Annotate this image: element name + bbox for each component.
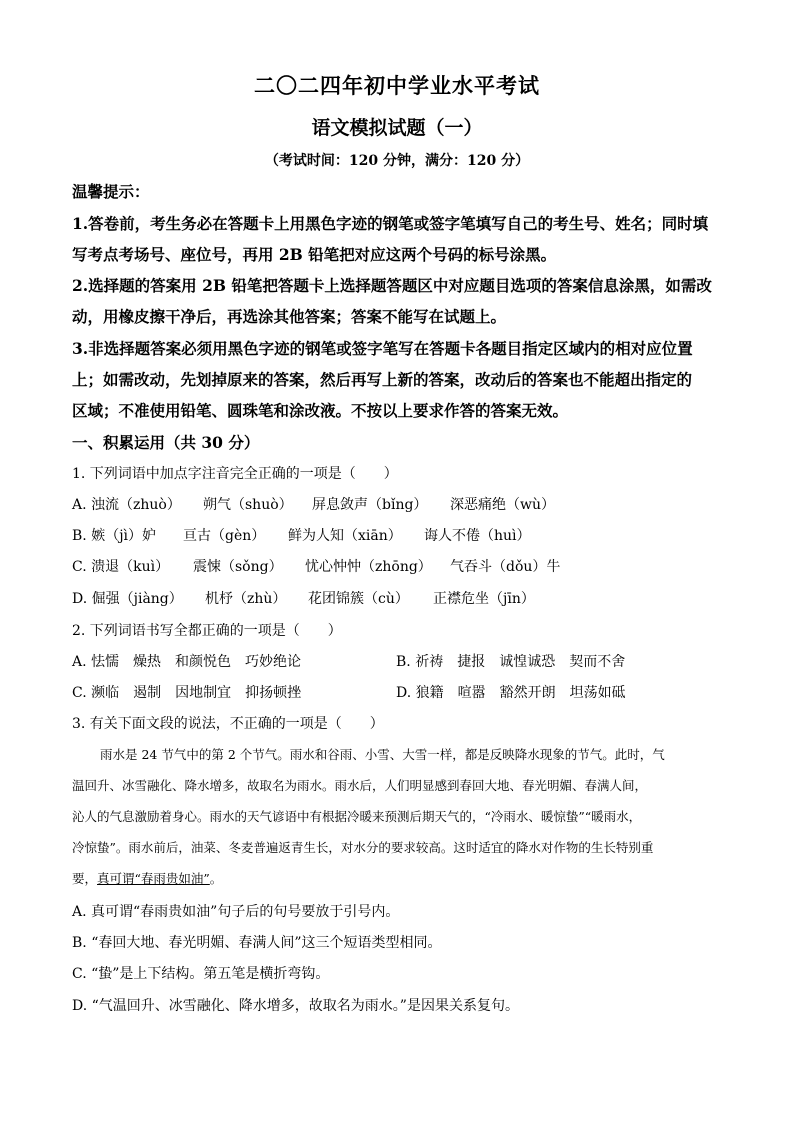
q3-option-d: D. “气温回升、冰雪融化、降水增多，故取名为雨水。”是因果关系复句。 bbox=[72, 998, 519, 1014]
tip-line: 上；如需改动，先划掉原来的答案，然后再写上新的答案，改动后的答案也不能超出指定的 bbox=[72, 370, 693, 389]
tip-line: 1.答卷前，考生务必在答题卡上用黑色字迹的钢笔或签字笔填写自己的考生号、姓名；同时填 bbox=[72, 214, 709, 233]
q1-option-d-3: 花团锦簇（cù） bbox=[308, 591, 409, 607]
question-3-stem: 3. 有关下面文段的说法，不正确的一项是（ ） bbox=[72, 716, 384, 732]
q1-option-c-2: 震悚（sǒng） bbox=[193, 559, 283, 575]
tip-line: 动，用橡皮擦干净后，再选涂其他答案；答案不能写在试题上。 bbox=[72, 307, 507, 326]
q3-option-a: A. 真可谓“春雨贵如油”句子后的句号要放于引号内。 bbox=[72, 904, 400, 920]
section-heading: 一、积累运用（共 30 分） bbox=[72, 433, 260, 452]
q1-option-a-4: 深恶痛绝（wù） bbox=[450, 497, 555, 513]
q1-option-b-3: 鲜为人知（xiān） bbox=[288, 528, 402, 544]
q2-option-d: D. 狼籍 喧嚣 豁然开朗 坦荡如砥 bbox=[396, 685, 626, 701]
exam-title: 二〇二四年初中学业水平考试 bbox=[254, 73, 540, 98]
passage-line: 雨水是 24 节气中的第 2 个节气。雨水和谷雨、小雪、大雪一样，都是反映降水现象的节气。此时，气 bbox=[100, 747, 665, 762]
passage-line: 温回升、冰雪融化、降水增多，故取名为雨水。雨水后，人们明显感到春回大地、春光明媚、春满人间， bbox=[72, 778, 648, 793]
passage-line-last bbox=[72, 869, 222, 887]
tip-line: 区域；不准使用铅笔、圆珠笔和涂改液。不按以上要求作答的答案无效。 bbox=[72, 401, 569, 420]
exam-info: （考试时间：120 分钟，满分：120 分） bbox=[264, 153, 530, 169]
q2-option-b: B. 祈祷 捷报 诚惶诚恐 契而不舍 bbox=[396, 654, 626, 670]
tip-line: 写考点考场号、座位号，再用 2B 铅笔把对应这两个号码的标号涂黑。 bbox=[72, 245, 557, 264]
passage-line: 沁人的气息激励着身心。雨水的天气谚语中有根据冷暖来预测后期天气的，“冷雨水、暖惊蛰”“暖雨水， bbox=[72, 809, 642, 824]
q2-option-c: C. 濒临 遏制 因地制宜 抑扬顿挫 bbox=[72, 685, 302, 701]
passage-text: 要， bbox=[72, 871, 98, 886]
exam-subtitle: 语文模拟试题（一） bbox=[311, 117, 483, 139]
q1-option-a-2: 朔气（shuò） bbox=[203, 497, 293, 513]
tip-line: 2.选择题的答案用 2B 铅笔把答题卡上选择题答题区中对应题目选项的答案信息涂黑，如需改 bbox=[72, 276, 712, 295]
question-1-stem: 1. 下列词语中加点字注音完全正确的一项是（ ） bbox=[72, 466, 398, 482]
underlined-phrase: 真可谓“春雨贵如油” bbox=[97, 871, 210, 886]
q1-option-c-1: C. 溃退（kuì） bbox=[72, 559, 170, 575]
q1-option-b-4: 诲人不倦（huì） bbox=[424, 528, 531, 544]
passage-line: 冷惊蛰”。雨水前后，油菜、冬麦普遍返青生长，对水分的要求较高。这时适宜的降水对作物的生长特别重 bbox=[72, 840, 654, 855]
q1-option-d-1: D. 倔强（jiàng） bbox=[72, 591, 183, 607]
q1-option-b-1: B. 嫉（jì）妒 bbox=[72, 528, 157, 544]
q3-option-c: C. “蛰”是上下结构。第五笔是横折弯钩。 bbox=[72, 966, 330, 982]
q1-option-a-3: 屏息敛声（bǐng） bbox=[312, 497, 428, 513]
q1-option-b-2: 亘古（gèn） bbox=[183, 528, 266, 544]
question-2-stem: 2. 下列词语书写全都正确的一项是（ ） bbox=[72, 623, 342, 639]
q1-option-c-3: 忧心忡忡（zhōng） bbox=[305, 559, 432, 575]
q1-option-c-4: 气吞斗（dǒu）牛 bbox=[450, 559, 561, 575]
q1-option-a-1: A. 浊流（zhuò） bbox=[72, 497, 181, 513]
q2-option-a: A. 怯懦 燥热 和颜悦色 巧妙绝论 bbox=[72, 654, 302, 670]
q3-option-b: B. “春回大地、春光明媚、春满人间”这三个短语类型相同。 bbox=[72, 935, 442, 951]
q1-option-d-4: 正襟危坐（jīn） bbox=[433, 591, 535, 607]
tip-line: 3.非选择题答案必须用黑色字迹的钢笔或签字笔写在答题卡各题目指定区域内的相对应位置 bbox=[72, 339, 693, 358]
tips-heading: 温馨提示： bbox=[72, 182, 150, 201]
q1-option-d-2: 机杼（zhù） bbox=[205, 591, 287, 607]
passage-text: 。 bbox=[209, 871, 223, 886]
